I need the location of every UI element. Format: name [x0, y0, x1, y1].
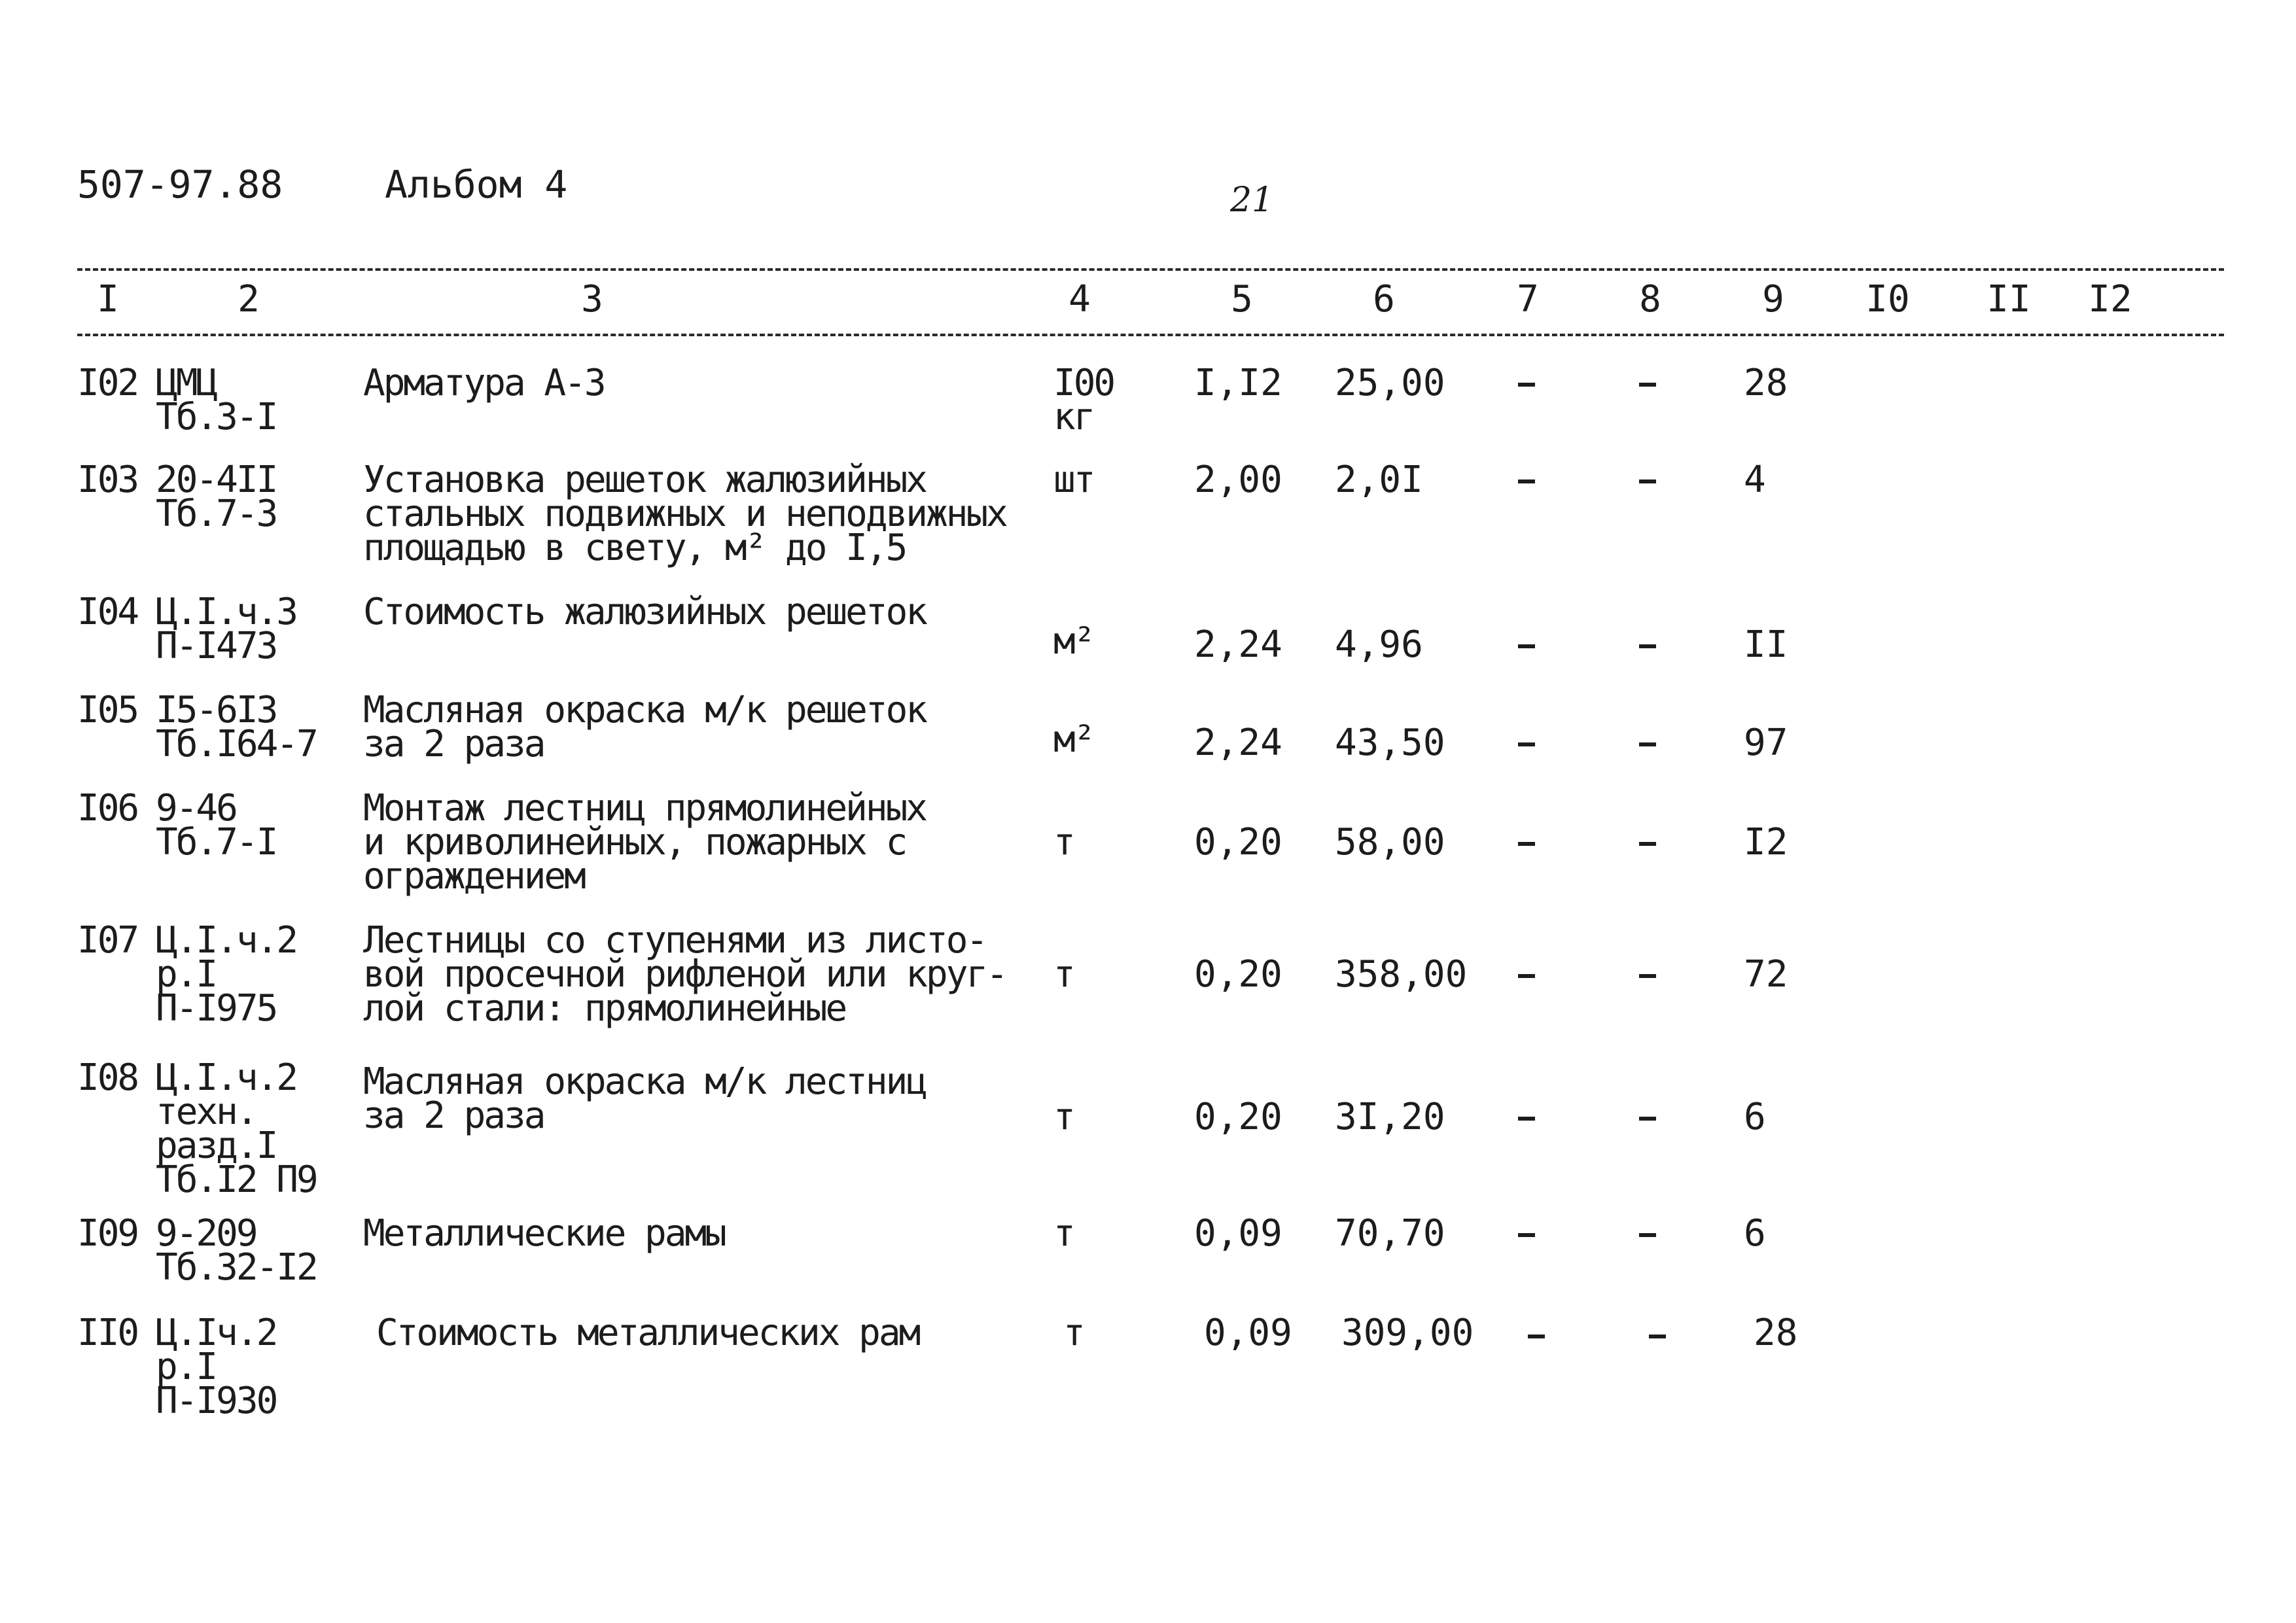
row-col8-dash [1639, 974, 1656, 978]
row-number: I07 [77, 919, 138, 962]
row-unit: т [1053, 1096, 1074, 1138]
row-total: I2 [1744, 821, 1788, 864]
page-number: 21 [1230, 181, 1274, 220]
row-col7-dash [1518, 480, 1535, 483]
row-quantity: 0,20 [1194, 953, 1282, 996]
row-number: I03 [77, 459, 138, 501]
row-unit: т [1053, 821, 1074, 864]
row-unit-price: 309,00 [1341, 1312, 1474, 1354]
column-number-6: 6 [1373, 278, 1395, 321]
row-description: Стоимость металлических рам [376, 1312, 919, 1354]
row-col7-dash [1518, 1233, 1535, 1237]
row-number: I05 [77, 689, 138, 731]
row-unit: м² [1053, 620, 1094, 663]
row-description: Стоимость жалюзийных решеток [363, 591, 927, 633]
row-unit-price: 25,00 [1335, 362, 1445, 404]
row-number: I06 [77, 787, 138, 829]
row-reference: Ц.I.ч.2 техн. разд.I Тб.I2 П9 [156, 1056, 317, 1201]
column-number-4: 4 [1069, 278, 1091, 321]
column-number-10: I0 [1865, 278, 1910, 321]
row-unit: шт [1053, 459, 1094, 501]
row-unit: I00 кг [1053, 362, 1114, 438]
row-description: Лестницы со ступенями из листо- вой просечной рифленой или круг- лой стали: прямолинейные [363, 919, 1006, 1030]
row-unit-price: 358,00 [1335, 953, 1468, 996]
row-reference: 9-46 Тб.7-I [156, 787, 277, 864]
row-number: I02 [77, 362, 138, 404]
row-total: 28 [1754, 1312, 1798, 1354]
row-quantity: 0,20 [1194, 1096, 1282, 1138]
row-total: 6 [1744, 1212, 1766, 1255]
row-total: 4 [1744, 459, 1766, 501]
row-number: I08 [77, 1056, 138, 1099]
row-col8-dash [1639, 644, 1656, 648]
row-col8-dash [1639, 383, 1656, 387]
row-reference: 9-209 Тб.32-I2 [156, 1212, 317, 1289]
row-unit-price: 3I,20 [1335, 1096, 1445, 1138]
row-description: Установка решеток жалюзийных стальных подвижных и неподвижных площадью в свету, м² до I,5 [363, 459, 1006, 569]
row-unit: т [1053, 953, 1074, 996]
row-unit-price: 4,96 [1335, 623, 1423, 666]
row-col7-dash [1518, 644, 1535, 648]
header-bottom-rule [77, 334, 2224, 336]
row-reference: ЦМЦ Тб.3-I [156, 362, 277, 438]
row-number: II0 [77, 1312, 138, 1354]
row-total: 28 [1744, 362, 1788, 404]
row-unit: т [1053, 1212, 1074, 1255]
row-col7-dash [1518, 742, 1535, 746]
row-description: Металлические рамы [363, 1212, 725, 1255]
row-col7-dash [1518, 383, 1535, 387]
row-total: 72 [1744, 953, 1788, 996]
row-reference: 20-4II Тб.7-3 [156, 459, 277, 535]
row-col8-dash [1649, 1335, 1666, 1338]
row-col8-dash [1639, 480, 1656, 483]
column-number-7: 7 [1517, 278, 1539, 321]
row-total: 97 [1744, 722, 1788, 764]
column-number-3: 3 [581, 278, 603, 321]
row-unit-price: 43,50 [1335, 722, 1445, 764]
column-number-12: I2 [2088, 278, 2132, 321]
row-col8-dash [1639, 1117, 1656, 1121]
column-number-1: I [97, 278, 119, 321]
row-quantity: 2,24 [1194, 623, 1282, 666]
row-description: Масляная окраска м/к лестниц за 2 раза [363, 1060, 927, 1137]
column-number-9: 9 [1762, 278, 1784, 321]
album-label: Альбом 4 [385, 162, 568, 207]
row-number: I04 [77, 591, 138, 633]
row-unit: м² [1053, 718, 1094, 761]
row-col7-dash [1518, 1117, 1535, 1121]
row-description: Монтаж лестниц прямолинейных и криволинейных, пожарных с ограждением [363, 787, 927, 898]
row-reference: Ц.I.ч.2 р.I П-I975 [156, 919, 297, 1030]
row-reference: I5-6I3 Тб.I64-7 [156, 689, 317, 765]
row-col8-dash [1639, 742, 1656, 746]
row-total: II [1744, 623, 1788, 666]
row-col7-dash [1518, 974, 1535, 978]
document-code: 507-97.88 [77, 162, 283, 207]
row-quantity: 2,00 [1194, 459, 1282, 501]
row-description: Масляная окраска м/к решеток за 2 раза [363, 689, 927, 765]
row-quantity: 0,09 [1204, 1312, 1292, 1354]
row-total: 6 [1744, 1096, 1766, 1138]
column-number-8: 8 [1639, 278, 1661, 321]
row-quantity: 0,09 [1194, 1212, 1282, 1255]
row-quantity: I,I2 [1194, 362, 1282, 404]
row-col7-dash [1518, 842, 1535, 846]
row-quantity: 2,24 [1194, 722, 1282, 764]
row-reference: Ц.Iч.2 р.I П-I930 [156, 1312, 277, 1422]
row-col8-dash [1639, 842, 1656, 846]
row-description: Арматура А-3 [363, 362, 605, 404]
column-number-2: 2 [238, 278, 260, 321]
row-unit-price: 58,00 [1335, 821, 1445, 864]
row-unit: т [1063, 1312, 1084, 1354]
row-col8-dash [1639, 1233, 1656, 1237]
row-quantity: 0,20 [1194, 821, 1282, 864]
column-number-11: II [1987, 278, 2031, 321]
header-top-rule [77, 268, 2224, 271]
row-number: I09 [77, 1212, 138, 1255]
row-unit-price: 2,0I [1335, 459, 1423, 501]
row-col7-dash [1528, 1335, 1545, 1338]
row-reference: Ц.I.ч.3 П-I473 [156, 591, 297, 667]
column-number-5: 5 [1231, 278, 1253, 321]
row-unit-price: 70,70 [1335, 1212, 1445, 1255]
